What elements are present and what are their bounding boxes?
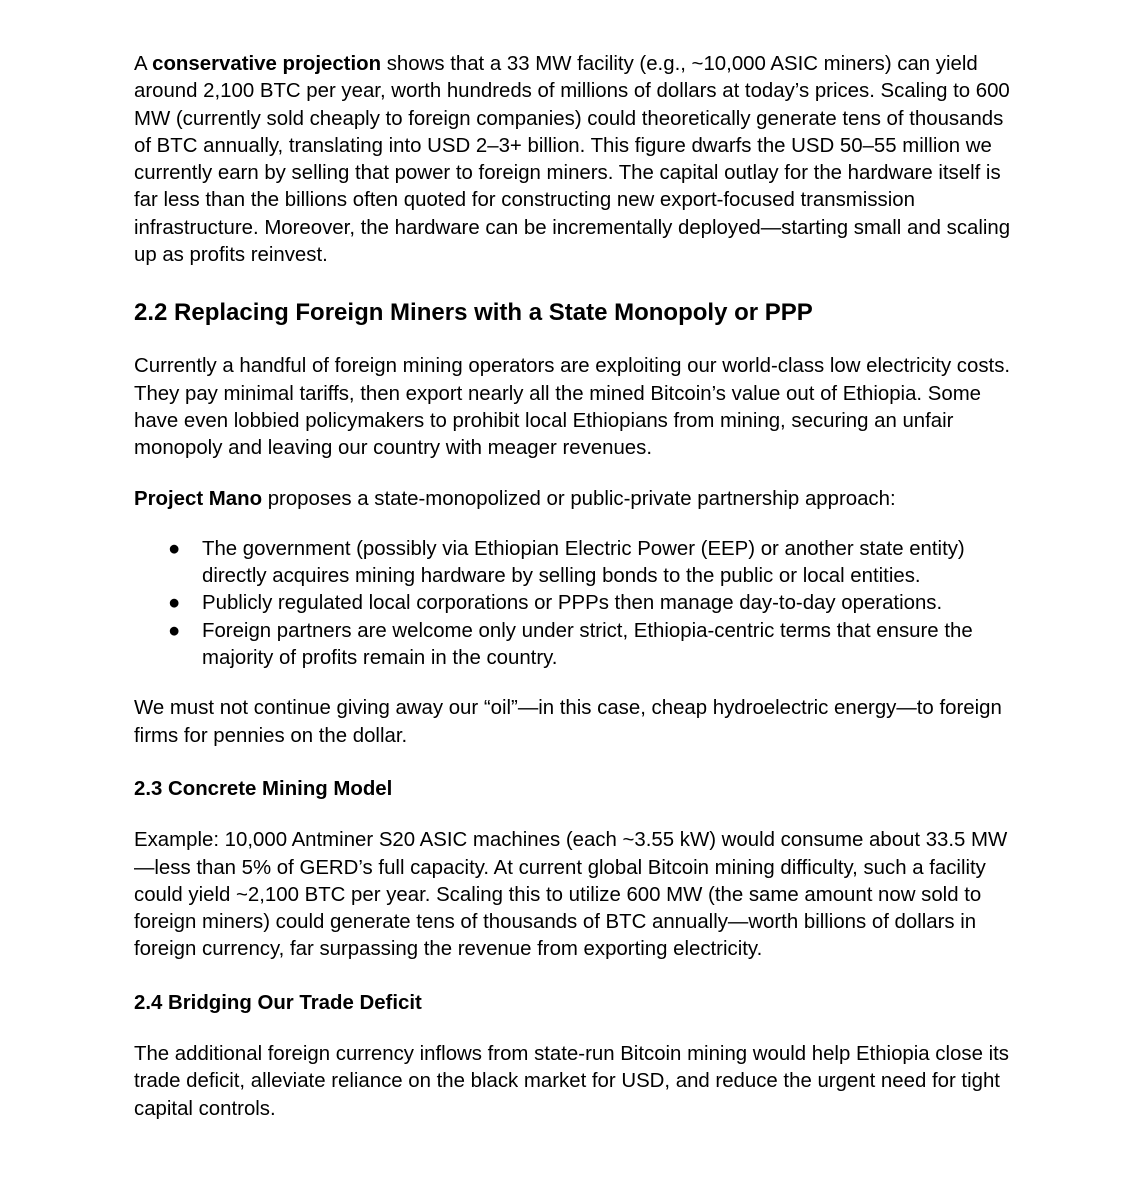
- conservative-projection-paragraph: [134, 51, 1024, 269]
- project-mano-body: proposes a state-monopolized or public-private partnership approach:: [262, 487, 896, 510]
- section-2-2-paragraph: Currently a handful of foreign mining operators are exploiting our world-class low electricity costs. They pay minimal tariffs, then export nearly all the mined Bitcoin’s value out of Ethiopia. Some have even lobbied policymakers to prohibit local Ethiopians from mining, securing an unfair monopoly and leaving our country with meager revenues.: [134, 355, 1011, 460]
- para1-prefix: A: [134, 53, 153, 75]
- section-2-3-heading: 2.3 Concrete Mining Model: [134, 777, 393, 800]
- bullet-icon: ●: [168, 619, 181, 642]
- list-item: [134, 590, 1024, 617]
- para1-body: shows that a 33 MW facility (e.g., ~10,000 ASIC miners) can yield around 2,100 BTC per year, worth hundreds of millions of dollars at today’s prices. Scaling to 600 MW (currently sold cheaply to foreign companies) could theoretically generate tens of thousands of BTC annually, translating into USD 2–3+ billion. This figure dwarfs the USD 50–55 million we currently earn by selling that power to foreign miners. The capital outlay for the hardware itself is far less than the billions often quoted for constructing new export-focused transmission infrastructure. Moreover, the hardware can be incrementally deployed—starting small and scaling up as profits reinvest.: [134, 53, 1011, 267]
- oil-analogy-paragraph: We must not continue giving away our “oil”—in this case, cheap hydroelectric energy—to foreign firms for pennies on the dollar.: [134, 697, 1002, 747]
- para1-bold-term: conservative projection: [152, 53, 382, 75]
- section-2-3-paragraph: Example: 10,000 Antminer S20 ASIC machines (each ~3.55 kW) would consume about 33.5 MW—less than 5% of GERD’s full capacity. At current global Bitcoin mining difficulty, such a facility could yield ~2,100 BTC per year. Scaling this to utilize 600 MW (the same amount now sold to foreign miners) could generate tens of thousands of BTC annually—worth billions of dollars in foreign currency, far surpassing the revenue from exporting electricity.: [134, 829, 1008, 961]
- section-2-4-heading: 2.4 Bridging Our Trade Deficit: [134, 991, 422, 1014]
- project-mano-term: Project Mano: [134, 487, 263, 510]
- list-item-text: Publicly regulated local corporations or PPPs then manage day-to-day operations.: [202, 592, 943, 615]
- project-mano-paragraph: [134, 486, 1024, 513]
- section-2-2-heading: 2.2 Replacing Foreign Miners with a State Monopoly or PPP: [134, 299, 813, 327]
- document-page: [134, 51, 1024, 1123]
- list-item-text: Foreign partners are welcome only under strict, Ethiopia-centric terms that ensure the majority of profits remain in the country.: [202, 619, 973, 670]
- bullet-icon: ●: [168, 592, 181, 615]
- section-2-4-paragraph: The additional foreign currency inflows from state-run Bitcoin mining would help Ethiopia close its trade deficit, alleviate reliance on the black market for USD, and reduce the urgent need for tight capital controls.: [134, 1043, 1009, 1120]
- proposal-bullet-list: [134, 536, 1024, 672]
- list-item-text: The government (possibly via Ethiopian Electric Power (EEP) or another state entity) directly acquires mining hardware by selling bonds to the public or local entities.: [202, 537, 965, 588]
- bullet-icon: ●: [168, 537, 181, 560]
- list-item: [134, 618, 1024, 673]
- list-item: [134, 536, 1024, 591]
